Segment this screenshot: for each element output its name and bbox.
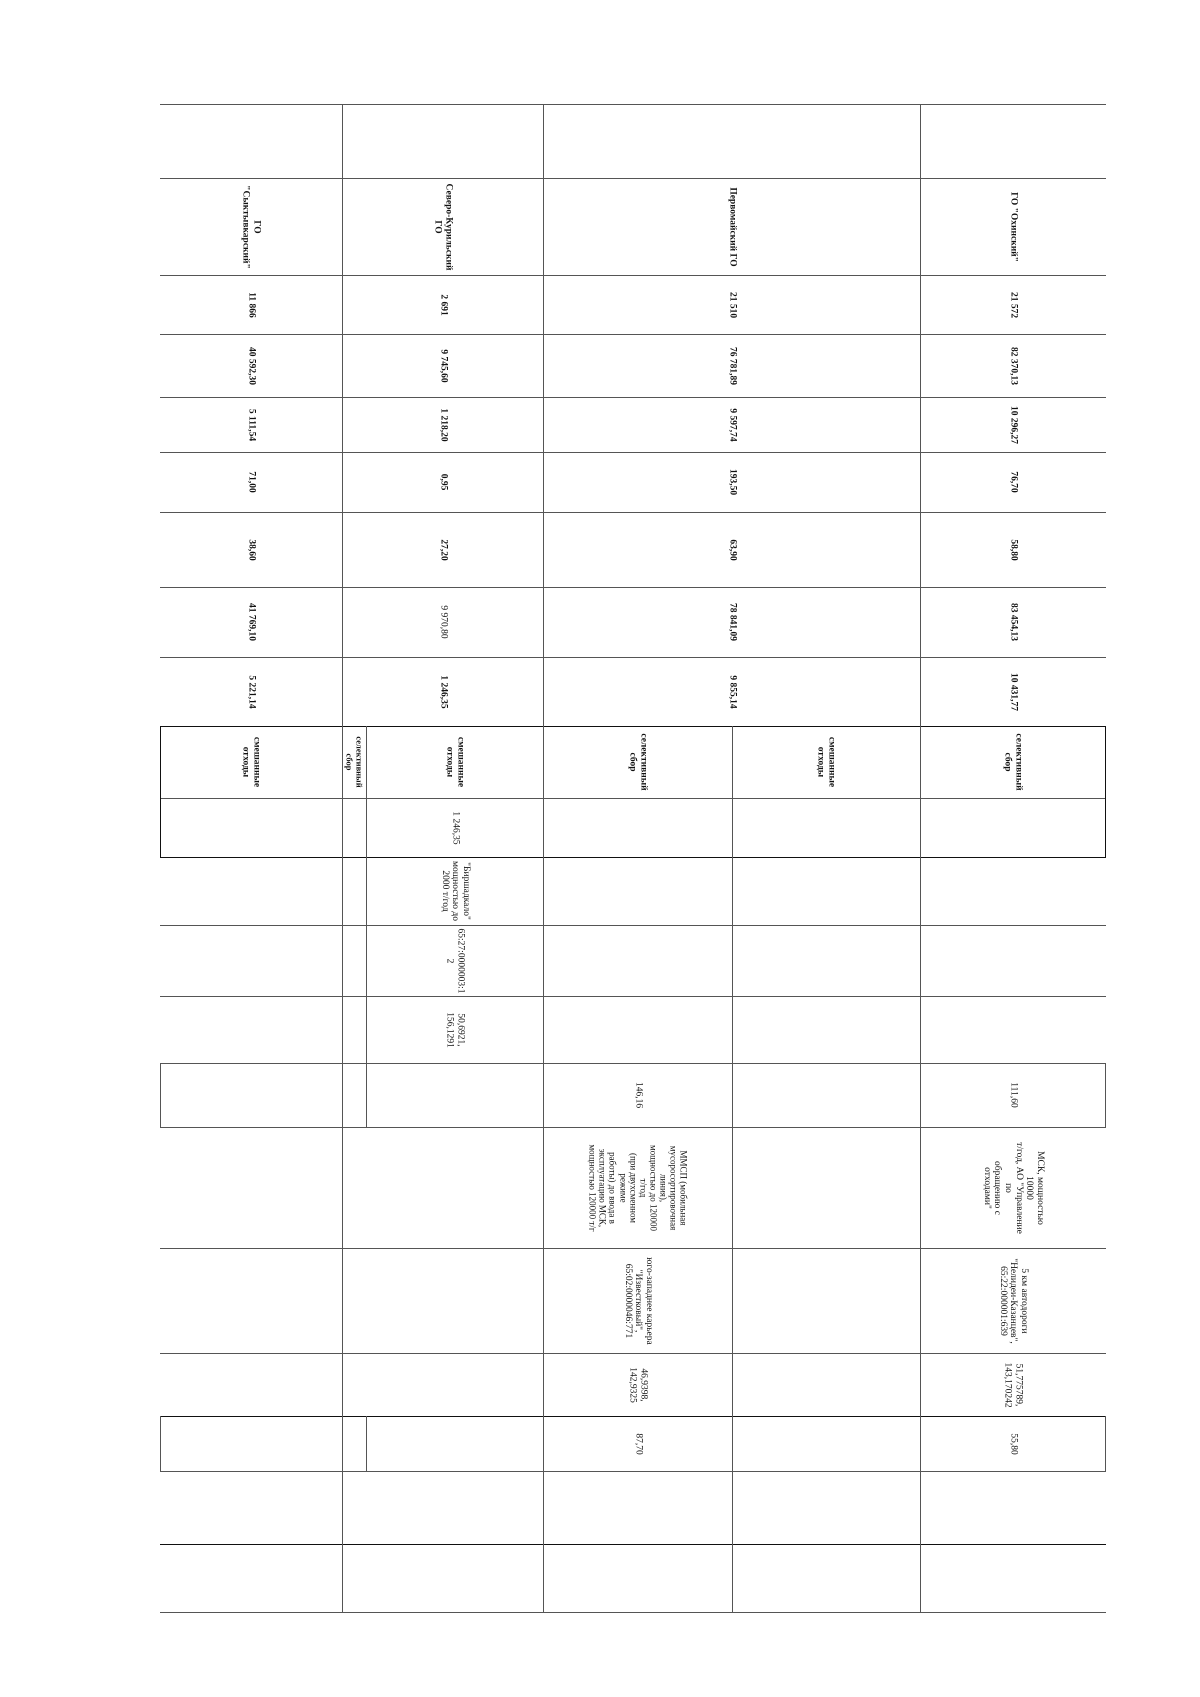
lower-col4-share: 87,70 [632, 1432, 643, 1455]
lower-header-col-6: селективный сбор [1002, 733, 1024, 791]
upper-row-0-value-4: 38,60 [246, 538, 257, 561]
lower-left-border-2 [160, 1063, 161, 1127]
upper-row-3-value-4: 58,80 [1007, 538, 1018, 561]
upper-row-0-value-1: 40 592,30 [246, 346, 257, 385]
lower-col6-value: 111,60 [1007, 1082, 1018, 1108]
lower-divider-4 [160, 996, 1106, 997]
upper-row-2-value-4: 63,90 [726, 538, 737, 561]
lower-col4-value: 146,16 [632, 1081, 643, 1109]
lower-header-col-3: смешанные отходы [444, 736, 466, 788]
upper-row-0-value-2: 5 111,54 [246, 408, 257, 441]
upper-row-0-name: ГО "Сыктывкарский" [241, 184, 262, 269]
upper-row-1-value-6: 1 246,35 [437, 674, 448, 709]
lower-col6-object: МСК, мощностью 10000 т/год, АО "Управление по обращению с отходами" [981, 1141, 1045, 1234]
upper-row-2-value-2: 9 597,74 [726, 407, 737, 442]
upper-row-1-value-5: 9 970,80 [437, 605, 448, 639]
upper-row-2-value-1: 76 781,89 [726, 346, 737, 385]
lower-header-col-4: селективный сбор [627, 733, 649, 791]
upper-row-2-value-6: 9 855,14 [726, 674, 737, 709]
lower-col3-object: "Биршадкало" мощностью до 2000 т/год [439, 861, 471, 921]
upper-row-3-value-2: 10 296,27 [1007, 405, 1018, 444]
upper-row-3-value-5: 83 454,13 [1007, 603, 1018, 641]
upper-row-1-value-3: 0,95 [437, 473, 448, 491]
lower-header-col-2: селективный сбор [345, 736, 365, 788]
lower-col6-coords: 51,775789, 143,170242 [1002, 1361, 1024, 1408]
upper-row-3-value-0: 21 572 [1007, 291, 1018, 318]
upper-top-border [160, 104, 1106, 105]
upper-row-1-value-0: 2 691 [437, 293, 448, 316]
lower-col6-cadastre: 5 км автодороги "Нелидеи-Казанцев", 65:22:000001:639 [997, 1257, 1029, 1344]
upper-row-1-value-2: 1 218,20 [437, 407, 448, 442]
lower-col3-cadastre: 65:27:0000003:1 2 [444, 928, 466, 993]
upper-row-3-value-1: 82 370,13 [1007, 346, 1018, 385]
upper-row-1-name: Северо-Курильский ГО [432, 183, 454, 270]
lower-divider-1 [160, 798, 1106, 799]
lower-header-col-5: смешанные отходы [816, 736, 837, 788]
lower-col3-coords: 50,6921, 156,1291 [444, 1011, 466, 1048]
lower-right-border-3 [1105, 1416, 1106, 1471]
upper-row-3-value-6: 10 431,77 [1007, 672, 1018, 711]
lower-divider-11 [160, 1544, 1106, 1545]
upper-row-3-value-3: 76,70 [1007, 471, 1018, 493]
lower-col-line-1 [342, 726, 343, 1612]
upper-row-1-value-1: 9 745,60 [437, 348, 448, 383]
upper-row-2-value-0: 21 510 [726, 291, 737, 318]
lower-right-border [1105, 726, 1106, 858]
upper-row-0-value-5: 41 769,10 [246, 603, 257, 641]
lower-col6-share: 55,80 [1007, 1432, 1018, 1455]
lower-right-border-2 [1105, 1063, 1106, 1127]
lower-col4-cadastre: юго-западнее карьера "Известковый", 65:02:0000046:771 [622, 1256, 654, 1345]
lower-col-line-4 [732, 726, 733, 1612]
lower-header-col-1: смешанные отходы [241, 736, 262, 788]
lower-col3-value: 1 246,35 [449, 810, 460, 845]
upper-row-1-value-4: 27,20 [437, 538, 448, 561]
lower-divider-10 [160, 1471, 1106, 1472]
lower-col4-coords: 46,9398, 142,9325 [627, 1366, 649, 1403]
upper-row-0-value-0: 11 866 [246, 291, 257, 318]
lower-bottom-border [160, 1612, 1106, 1613]
upper-row-2-value-5: 78 841,09 [726, 603, 737, 641]
upper-row-3-name: ГО "Охинский" [1007, 191, 1018, 262]
upper-row-0-value-3: 71,00 [246, 471, 257, 493]
lower-col4-object: ММСП (мобильная мусоросортировочная линия), мощностью до 120000 т/год (при двухсменном режиме работы) до ввода в эксплуатацию МСК, мощностью 120000 т/г [587, 1143, 688, 1232]
upper-row-2-value-3: 193,50 [726, 468, 737, 496]
lower-divider-3 [160, 925, 1106, 926]
lower-left-border-3 [160, 1416, 161, 1471]
upper-row-2-name: Первомайский ГО [726, 186, 737, 267]
lower-divider-2 [160, 857, 1106, 858]
lower-col-line-2b [366, 1416, 367, 1471]
upper-row-0-value-6: 5 221,14 [246, 674, 257, 709]
